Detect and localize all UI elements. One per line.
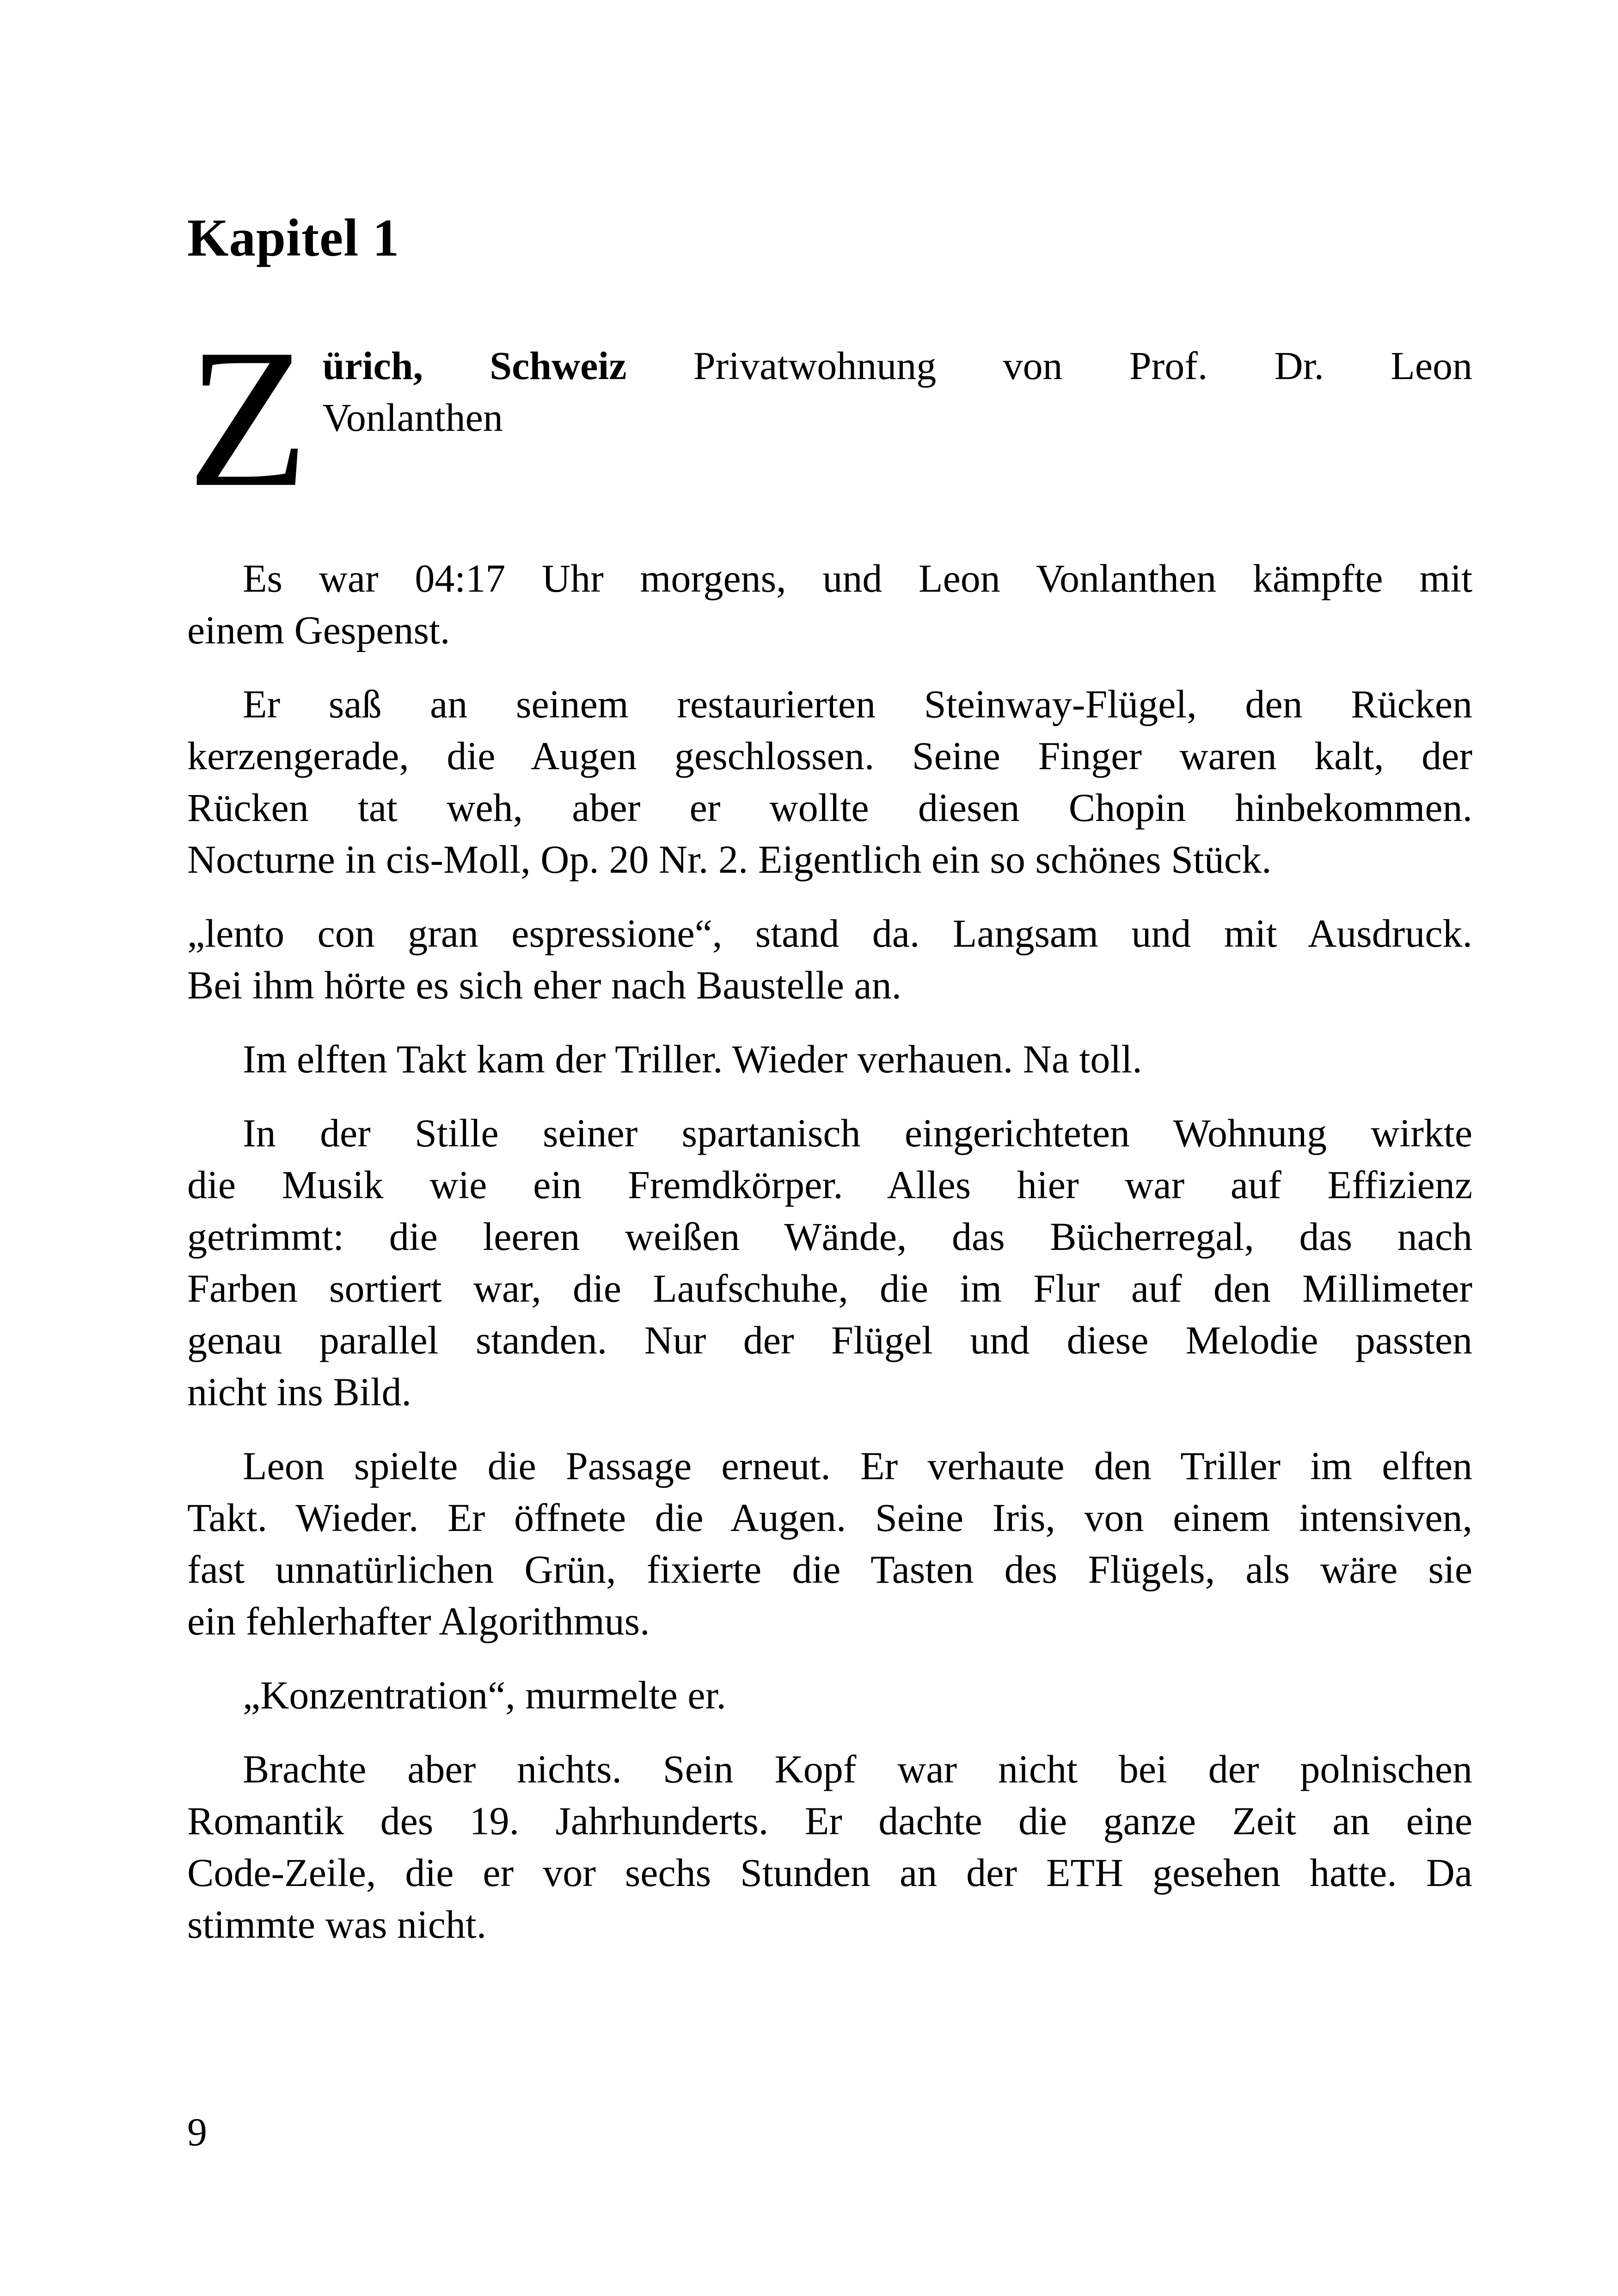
text-line: Er saß an seinem restaurierten Steinway-Flügel, den Rücken	[243, 681, 1472, 726]
page-number: 9	[187, 2110, 207, 2154]
text-line: Farben sortiert war, die Laufschuhe, die im Flur auf den Millimeter	[187, 1266, 1472, 1310]
text-line	[323, 340, 1472, 392]
paragraph-6	[187, 1440, 1472, 1647]
text-line: Takt. Wieder. Er öffnete die Augen. Seine Iris, von einem intensiven,	[187, 1495, 1472, 1540]
text-line: ein fehlerhafter Algorithmus.	[187, 1598, 650, 1643]
text-line: kerzengerade, die Augen geschlossen. Seine Finger waren kalt, der	[187, 733, 1472, 778]
text-line: „lento con gran espressione“, stand da. Langsam und mit Ausdruck.	[187, 911, 1472, 955]
text-line: getrimmt: die leeren weißen Wände, das Bücherregal, das nach	[187, 1214, 1472, 1259]
text-line: Vonlanthen	[322, 395, 503, 440]
text-line: stimmte was nicht.	[187, 1902, 487, 1947]
drop-cap-letter: Z	[187, 308, 309, 528]
text-line: „Konzentration“, murmelte er.	[243, 1672, 726, 1717]
text-line: In der Stille seiner spartanisch eingerichteten Wohnung wirkte	[243, 1110, 1472, 1155]
page-content	[187, 209, 1472, 1972]
opening-paragraph	[187, 308, 1472, 528]
scene-location-rest: Privatwohnung von Prof. Dr. Leon	[693, 343, 1472, 388]
text-line: Brachte aber nichts. Sein Kopf war nicht bei der polnischen	[243, 1746, 1472, 1791]
paragraph-1	[187, 552, 1472, 656]
paragraph-3	[187, 907, 1472, 1011]
text-line: Im elften Takt kam der Triller. Wieder verhauen. Na toll.	[243, 1036, 1142, 1081]
text-line: Leon spielte die Passage erneut. Er verhaute den Triller im elften	[243, 1443, 1472, 1488]
text-line: Code-Zeile, die er vor sechs Stunden an der ETH gesehen hatte. Da	[187, 1850, 1472, 1895]
paragraph-8	[187, 1743, 1472, 1950]
text-line: Nocturne in cis-Moll, Op. 20 Nr. 2. Eigentlich ein so schönes Stück.	[187, 837, 1272, 882]
paragraph-4	[187, 1033, 1472, 1085]
text-line: fast unnatürlichen Grün, fixierte die Tasten des Flügels, als wäre sie	[187, 1547, 1472, 1592]
paragraph-7	[187, 1669, 1472, 1721]
text-line: Bei ihm hörte es sich eher nach Baustelle an.	[187, 962, 902, 1007]
text-line: Es war 04:17 Uhr morgens, und Leon Vonlanthen kämpfte mit	[243, 556, 1472, 600]
paragraph-2	[187, 678, 1472, 885]
scene-location-bold: ürich, Schweiz	[322, 343, 627, 388]
text-line: nicht ins Bild.	[187, 1369, 411, 1414]
text-line: Rücken tat weh, aber er wollte diesen Chopin hinbekommen.	[187, 785, 1472, 830]
chapter-title: Kapitel 1	[187, 208, 400, 267]
paragraph-5	[187, 1107, 1472, 1418]
text-line: Romantik des 19. Jahrhunderts. Er dachte die ganze Zeit an eine	[187, 1798, 1472, 1843]
text-line: genau parallel standen. Nur der Flügel und diese Melodie passten	[187, 1317, 1472, 1362]
text-line: einem Gespenst.	[187, 607, 450, 652]
text-line: die Musik wie ein Fremdkörper. Alles hier war auf Effizienz	[187, 1162, 1472, 1207]
